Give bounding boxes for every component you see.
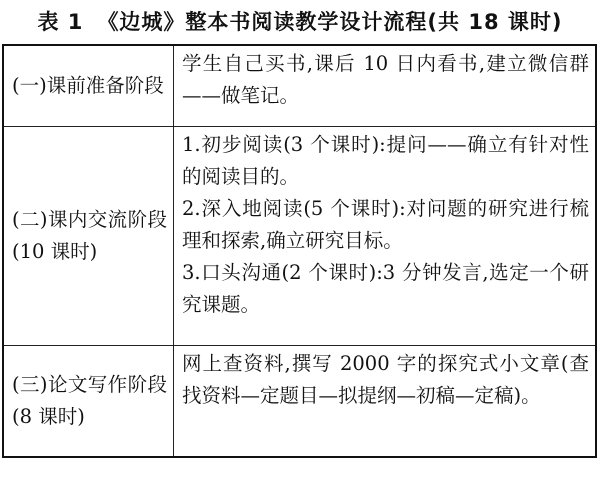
step-item: 3.口头沟通(2 个课时):3 分钟发言,选定一个研究课题。 bbox=[182, 261, 589, 316]
table-row bbox=[3, 127, 596, 346]
content-cell bbox=[174, 127, 597, 346]
table-row bbox=[3, 45, 596, 127]
stage-cell: (一)课前准备阶段 bbox=[3, 45, 174, 127]
stage-cell: (三)论文写作阶段(8 课时) bbox=[3, 346, 174, 458]
teaching-flow-table bbox=[2, 44, 597, 458]
table-title: 《边城》整本书阅读教学设计流程(共 18 课时) bbox=[97, 10, 563, 34]
step-item: 2.深入地阅读(5 个课时):对问题的研究进行梳理和探索,确立研究目标。 bbox=[182, 197, 589, 252]
content-cell: 网上查资料,撰写 2000 字的探究式小文章(查找资料—定题目—拟提纲—初稿—定稿)。 bbox=[174, 346, 597, 458]
table-caption bbox=[0, 6, 600, 36]
table-row bbox=[3, 346, 596, 458]
content-cell: 学生自己买书,课后 10 日内看书,建立微信群——做笔记。 bbox=[174, 45, 597, 127]
stage-cell: (二)课内交流阶段(10 课时) bbox=[3, 127, 174, 346]
step-item: 1.初步阅读(3 个课时):提问——确立有针对性的阅读目的。 bbox=[182, 133, 589, 188]
table-number: 表 1 bbox=[37, 10, 84, 34]
